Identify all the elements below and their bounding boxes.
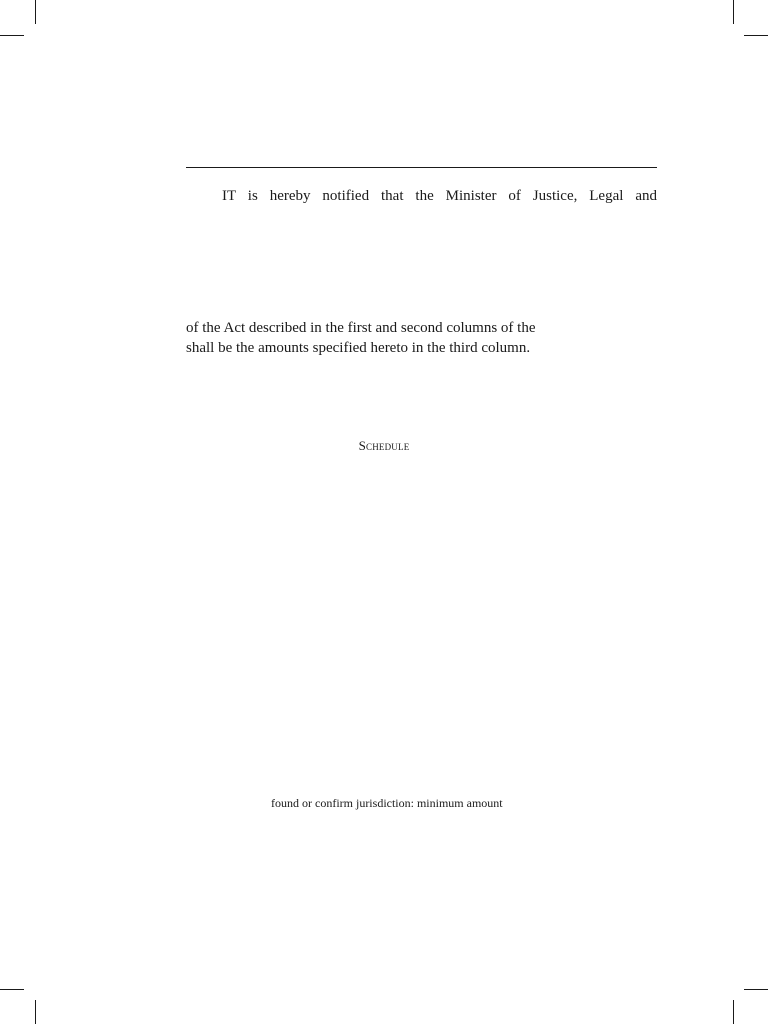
schedule-heading: Schedule [358,438,410,453]
crop-mark-bottom-right-vertical [733,1000,734,1024]
crop-mark-bottom-right-horizontal [744,989,768,990]
header-rule [186,167,657,168]
crop-mark-bottom-left-horizontal [0,989,24,990]
crop-mark-top-right-horizontal [744,35,768,36]
notice-line-1: IT is hereby notified that the Minister of Justice, Legal and [222,188,657,204]
crop-mark-top-left-vertical [35,0,36,24]
schedule-column-header: found or confirm jurisdiction: minimum amount [271,796,503,810]
crop-mark-top-left-horizontal [0,35,24,36]
notice-line-2: of the Act described in the first and second columns of the [186,320,536,336]
crop-mark-top-right-vertical [733,0,734,24]
notice-line-3: shall be the amounts specified hereto in the third column. [186,340,531,356]
crop-mark-bottom-left-vertical [35,1000,36,1024]
